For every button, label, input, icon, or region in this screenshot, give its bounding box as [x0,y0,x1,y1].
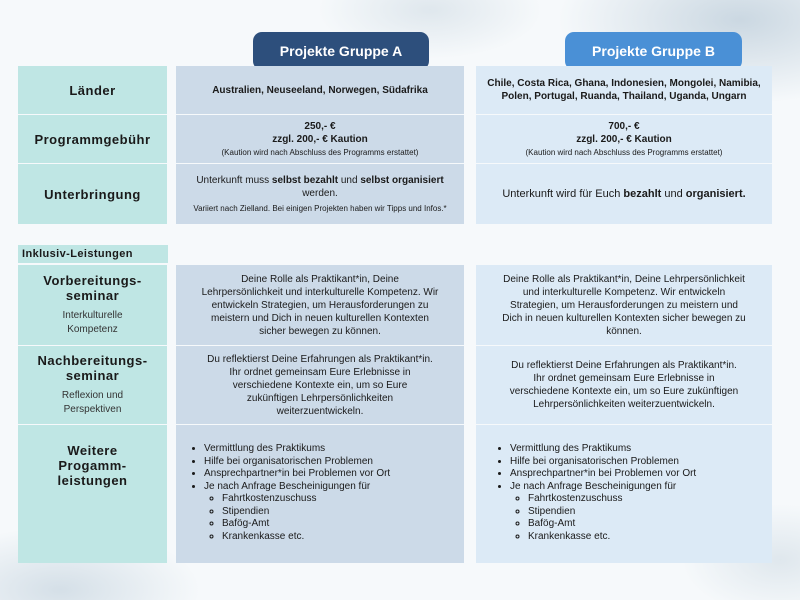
list-item: • Vermittlung des Praktikums [204,443,456,456]
list-item: • Ansprechpartner*in bei Problemen vor Ort [204,468,456,481]
sub-list-item: ◦ Bafög-Amt [222,518,456,531]
gebuehr-a-deposit: zzgl. 200,- € Kaution [272,133,368,145]
weitere-group-a [176,425,464,563]
label-gebuehr: Programmgebühr [34,131,151,147]
list-item: • Ansprechpartner*in bei Problemen vor Ort [510,468,764,481]
laender-a-text: Australien, Neuseeland, Norwegen, Südafrika [212,84,428,96]
row-label-gebuehr [18,115,167,163]
sub-list-item: ◦ Stipendien [222,506,456,519]
vorbereitung-b-text: Deine Rolle als Praktikant*in, Deine Lehrpersönlichkeit und interkulturelle Kompetenz. Wir entwickeln Strategien, um Herausforderungen zu meistern und Dich in neuen kulturellen Kontexten sicher bewegen zu können. [502,273,746,337]
gebuehr-b-note: (Kaution wird nach Abschluss des Programms erstattet) [525,147,723,157]
label-weitere-line3: leistungen [57,473,128,488]
list-item: • Je nach Anfrage Bescheinigungen für ◦ Fahrtkostenzuschuss ◦ Stipendien ◦ Bafög-Amt ◦ Krankenkasse etc. [204,481,456,544]
sub-list-item: ◦ Fahrtkostenzuschuss [528,493,764,506]
sub-list-item: ◦ Fahrtkostenzuschuss [222,493,456,506]
unterbringung-b-text: Unterkunft wird für Euch bezahlt und organisiert. [502,187,746,200]
nachbereitung-group-b [476,346,772,424]
row-label-nachbereitung [18,346,167,424]
nachbereitung-b-text: Du reflektierst Deine Erfahrungen als Praktikant*in. Ihr ordnet gemeinsam Eure Erlebnisse in verschiedene Kontexte ein, um so Eure zukünftigen Lehrpersönlichkeiten weiterzuentwickeln. [509,360,739,410]
sub-list-item: ◦ Bafög-Amt [528,518,764,531]
gebuehr-group-a [176,115,464,163]
label-vorbereitung-sub: Interkulturelle Kompetenz [62,310,123,335]
nachbereitung-group-a [176,346,464,424]
gebuehr-b-price: 700,- € [608,120,640,132]
label-weitere-line1: Weitere [67,443,118,458]
gebuehr-a-price: 250,- € [304,120,336,132]
sub-list-item: ◦ Krankenkasse etc. [222,531,456,544]
vorbereitung-group-b [476,265,772,345]
gebuehr-a-note: (Kaution wird nach Abschluss des Programms erstattet) [221,147,419,157]
weitere-a-sublist [204,493,456,543]
label-unterbringung: Unterbringung [44,186,141,202]
row-label-vorbereitung [18,265,167,345]
weitere-a-list [182,443,456,543]
label-nachbereitung-line2: seminar [65,368,120,383]
gebuehr-group-b [476,115,772,163]
label-nachbereitung-sub: Reflexion und Perspektiven [61,390,124,415]
row-label-unterbringung [18,164,167,224]
unterbringung-a-text: Unterkunft muss selbst bezahlt und selbst organisiert werden. [196,175,444,199]
laender-group-b [476,66,772,114]
list-item: • Vermittlung des Praktikums [510,443,764,456]
weitere-b-list [488,443,764,543]
laender-group-a [176,66,464,114]
label-vorbereitung-line1: Vorbereitungs- [43,273,142,288]
label-weitere-line2: Progamm- [58,458,127,473]
label-laender: Länder [69,82,116,98]
list-item: • Hilfe bei organisatorischen Problemen [510,456,764,469]
sub-list-item: ◦ Krankenkasse etc. [528,531,764,544]
weitere-b-sublist [510,493,764,543]
laender-b-text: Chile, Costa Rica, Ghana, Indonesien, Mongolei, Namibia, Polen, Portugal, Ruanda, Thailand, Uganda, Ungarn [487,78,761,102]
row-label-laender [18,66,167,114]
vorbereitung-a-text: Deine Rolle als Praktikant*in, Deine Lehrpersönlichkeit und interkulturelle Kompetenz. Wir entwickeln Strategien, um Herausforderungen zu meistern und Dich in neuen kulturellen Kontexten sicher bewegen zu können. [201,273,439,337]
label-vorbereitung-line2: seminar [65,288,120,303]
row-label-weitere [18,425,167,563]
inklusiv-title: Inklusiv-Leistungen [18,245,168,263]
vorbereitung-group-a [176,265,464,345]
header-group-b: Projekte Gruppe B [565,32,742,70]
nachbereitung-a-text: Du reflektierst Deine Erfahrungen als Praktikant*in. Ihr ordnet gemeinsam Eure Erlebnisse in verschiedene Kontexte ein, um so Eure zukünftigen Lehrpersönlichkeiten weiterzuentwickeln. [207,353,433,417]
unterbringung-group-b [476,164,772,224]
list-item: • Hilfe bei organisatorischen Problemen [204,456,456,469]
sub-list-item: ◦ Stipendien [528,506,764,519]
weitere-group-b [476,425,772,563]
label-nachbereitung-line1: Nachbereitungs- [37,353,148,368]
unterbringung-a-note: Variiert nach Zielland. Bei einigen Projekten haben wir Tipps und Infos.* [193,204,447,213]
unterbringung-group-a [176,164,464,224]
gebuehr-b-deposit: zzgl. 200,- € Kaution [576,133,672,145]
list-item: • Je nach Anfrage Bescheinigungen für ◦ Fahrtkostenzuschuss ◦ Stipendien ◦ Bafög-Amt ◦ Krankenkasse etc. [510,481,764,544]
header-group-a: Projekte Gruppe A [253,32,429,70]
